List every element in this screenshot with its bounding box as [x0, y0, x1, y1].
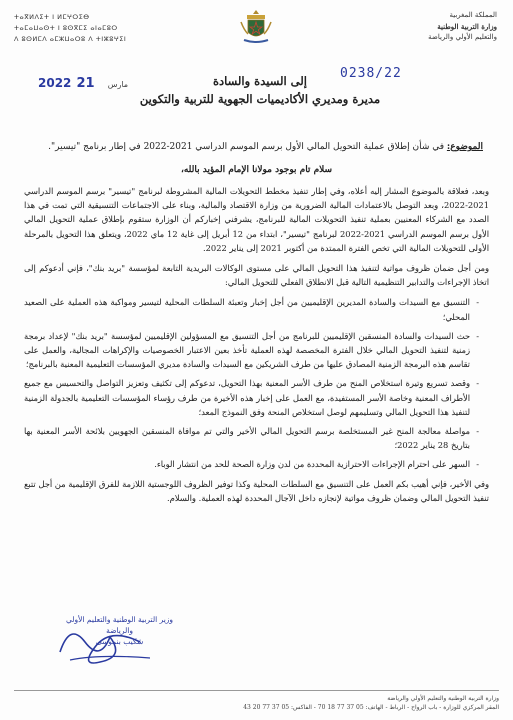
paragraph-2: ومن أجل ضمان ظروف مواتية لتنفيذ هذا التحويل المالي على مستوى الوكالات البريدية التابعة لمؤسسة "بريد بنك"، فإني أدعوكم إلى اتخاذ الإجراءات والتدابير التنظيمية التالية قبل الانطلاق الفعلي للتحويل المالي: — [24, 263, 489, 288]
ministry-header-tifinagh — [14, 12, 184, 45]
date-year: 2022 — [38, 76, 72, 90]
list-item: - مواصلة معالجة المنح غير المستخلصة برسم التحويل المالي الأخير والتي تم موافاة المنسقين الجهويين بلائحة الأسر المعنية بها بتاريخ 28 يناير 2022؛ — [24, 424, 479, 452]
footer-line-2: المقر المركزي للوزارة - باب الرواح - الرباط - الهاتف: 05 37 77 18 70 - الفاكس: 05 37 77 20 43 — [243, 704, 499, 711]
ministry-line-2: والتعليم الأولي والرياضة — [428, 33, 497, 41]
signatory-title-2: والرياضة — [106, 626, 133, 635]
kingdom-line: المملكة المغربية — [449, 11, 497, 19]
tifinagh-line-1: ⵜⴰⴳⵍⴷⵉⵜ ⵏ ⵍⵎⵖⵔⵉⴱ — [14, 13, 90, 21]
signatory-title-1: وزير التربية الوطنية والتعليم الأولي — [66, 615, 174, 624]
page-footer — [14, 690, 499, 712]
tifinagh-line-3: ⴷ ⵓⵙⵍⵎⴷ ⴰⵎⵣⵡⴰⵔⵓ ⴷ ⵜⵏⵣⵓⵖⵉⵏ — [14, 35, 127, 43]
subject-label: الموضوع: — [446, 142, 483, 152]
addressee — [107, 72, 410, 108]
ministry-line: وزارة التربية الوطنية — [437, 22, 497, 31]
greeting: سلام تام بوجود مولانا الإمام المؤيد بالله، — [180, 165, 333, 175]
subject-text: في شأن إطلاق عملية التحويل المالي الأول برسم الموسم الدراسي 2021-2022 في إطار برنامج "تيسير". — [48, 142, 445, 152]
ministry-header-arabic — [337, 10, 497, 43]
royal-emblem-icon — [238, 8, 274, 46]
tifinagh-line-2: ⵜⴰⵎⴰⵡⴰⵙⵜ ⵏ ⵓⵙⴳⵎⵉ ⴰⵏⴰⵎⵓⵔ — [14, 24, 118, 32]
list-item: - السهر على احترام الإجراءات الاحترازية المحددة من لدن وزارة الصحة للحد من انتشار الوباء. — [24, 457, 479, 471]
reference-number: 0238/22 — [340, 66, 402, 81]
date-day: 21 — [76, 76, 95, 91]
letter-body — [24, 184, 489, 511]
list-item: - حث السيدات والسادة المنسقين الإقليميين للبرنامج من أجل التنسيق مع المسؤولين الإقليميين لمؤسسة "بريد بنك" لإعداد برمجة زمنية لتنفيذ التحويل المالي خلال الفترة المخصصة لهذه العملية تأخذ بعين الاعتبار الخصوصيات والإكراهات المجالية، والعمل على تقاسم هذه البرمجة الزمنية المصادق عليها من طرف الشريكين مع السيدات والسادة مديري المؤسسات التعليمية المعنية بالبرنامج؛ — [24, 329, 479, 372]
list-item: - وقصد تسريع وتيرة استخلاص المنح من طرف الأسر المعنية بهذا التحويل، تدعوكم إلى تكثيف وتعزيز التواصل والتحسيس مع جميع الأطراف المعنية وخاصة الأسر المستفيدة، مع العمل على إخبار هذه الأخيرة من طرف رؤساء المؤسسات التعليمية بالجدولة الزمنية لتنفيذ هذا التحويل المالي وتسليمهم لوصل استخلاص المنحة وفق النموذج المعد؛ — [24, 376, 479, 419]
subject-line — [24, 140, 483, 154]
measures-list — [24, 295, 489, 471]
signatory-name: شكيب بنموسى — [95, 637, 144, 646]
paragraph-1: وبعد، فعلاقة بالموضوع المشار إليه أعلاه، وفي إطار تنفيذ مخطط التحويلات المالية المشروطة لبرنامج "تيسير" برسم الموسم الدراسي 2021-2022، وبعد التوصل بالاعتمادات المالية الضرورية من وزارة الاقتصاد والمالية، وبناء على الاجتماعات التنسيقية التي تمت في هذا الصدد مع الشركاء المعنيين بعملية تنفيذ التحويلات المالية للبرنامج، يشرفني إخباركم أن الوزارة ستقوم بإطلاق عملية التحويل المالي الأول برسم الموسم الدراسي 2021-2022 لبرنامج "تيسير"، ابتداء من 12 أبريل إلى غاية 12 ماي 2022، ويتعلق هذا التحويل بالمرحلة الأولى للتحويلات المالية التي تخص الفترة الممتدة من أكتوبر 2021 إلى يناير 2022. — [24, 186, 489, 253]
closing-paragraph: وفي الأخير، فإني أهيب بكم العمل على التنسيق مع السلطات المحلية وكذا توفير الظروف اللوجستية اللازمة للفرق الإقليمية من أجل تتبع تنفيذ التحويل المالي وضمان ظروف مواتية لإنجازه داخل الآجال المحددة لهذه العملية. والسلام. — [24, 478, 489, 503]
addressee-line-1: إلى السيدة والسادة — [213, 74, 307, 88]
list-item: - التنسيق مع السيدات والسادة المديرين الإقليميين من أجل إخبار وتعبئة السلطات المحلية لتيسير ومواكبة هذه العملية على الصعيد المحلي؛ — [24, 295, 479, 323]
footer-line-1: وزارة التربية الوطنية والتعليم الأولي والرياضة — [387, 695, 499, 702]
handwritten-signature-icon — [40, 612, 190, 672]
date-month: مارس — [107, 80, 129, 89]
addressee-line-2: مديرة ومديري الأكاديميات الجهوية للتربية والتكوين — [139, 92, 381, 106]
